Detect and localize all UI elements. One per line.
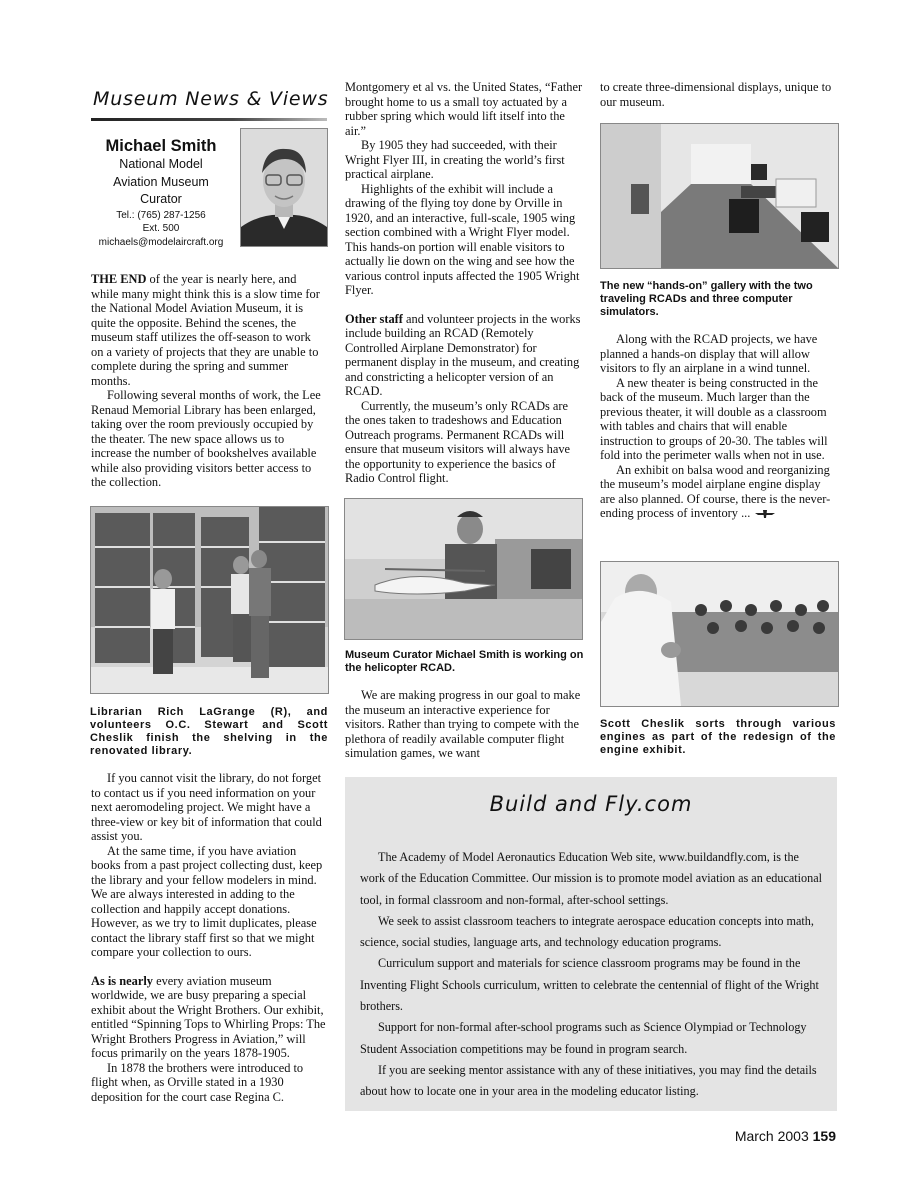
column-1-top (91, 272, 326, 490)
col3-paragraph-4 (600, 463, 837, 521)
col1-paragraph-5 (91, 974, 326, 1061)
col1-p1-lead: THE END (91, 272, 147, 286)
library-caption: Librarian Rich LaGrange (R), and volunteers O.C. Stewart and Scott Cheslik finish the shelving in the renovated library. (90, 706, 328, 757)
page-footer (735, 1128, 836, 1144)
helicopter-illustration (345, 499, 582, 639)
col2-paragraph-2: By 1905 they had succeeded, with their Wright Flyer III, in creating the world’s first practical airplane. (345, 138, 565, 181)
curator-email: michaels@modelaircraft.org (98, 236, 224, 248)
buildfly-text (360, 847, 825, 1103)
gallery-photo (600, 123, 839, 269)
engines-illustration (601, 562, 838, 706)
buildfly-paragraph-2: We seek to assist classroom teachers to integrate aerospace education concepts into math, science, social studies, language arts, and technology education programs. (360, 913, 814, 950)
buildfly-box (345, 777, 837, 1111)
column-3-top (600, 80, 837, 109)
library-illustration (91, 507, 328, 693)
buildfly-paragraph-4: Support for non-formal after-school programs such as Science Olympiad or Technology Student Association competitions may be found in program search. (360, 1020, 807, 1056)
curator-role: Curator (140, 192, 182, 206)
col1-paragraph-3: If you cannot visit the library, do not forget to contact us if you need information on your next aeromodeling project. We might have a three-view or key bit of information that could assist you. (91, 771, 322, 843)
col1-paragraph-6: In 1878 the brothers were introduced to flight when, as Orville stated in a 1930 deposition for the court case Regina C. (91, 1060, 304, 1104)
library-photo (90, 506, 329, 694)
curator-tel: Tel.: (765) 287-1256 (116, 209, 206, 221)
col1-paragraph-1 (91, 272, 326, 388)
col1-paragraph-4: At the same time, if you have aviation books from a past project collecting dust, keep the library and your fellow modelers in mind. We are always interested in adding to the collection and happily accept donations. However, as we try to limit duplicates, please contact the library staff first so that we might compare your collection to ours. (91, 843, 323, 959)
column-2-bottom (345, 688, 583, 761)
col3-paragraph-1: to create three-dimensional displays, unique to our museum. (600, 80, 832, 109)
helicopter-caption: Museum Curator Michael Smith is working on the helicopter RCAD. (345, 649, 584, 674)
col2-paragraph-4 (345, 312, 583, 399)
col2-paragraph-6: We are making progress in our goal to make the museum an interactive experience for visitors. Rather than trying to compete with the plethora of readily available computer flight simulation games, we want (345, 688, 581, 760)
curator-portrait (240, 128, 328, 247)
helicopter-photo (344, 498, 583, 640)
engines-caption: Scott Cheslik sorts through various engines as part of the redesign of the engine exhibit. (600, 718, 836, 756)
page-number: 159 (812, 1128, 836, 1144)
col1-p1-text: of the year is nearly here, and while many might think this is a slow time for the National Model Aviation Museum, it is quite the opposite. Behind the scenes, the museum staff utilizes the off-season to work on a variety of projects that they are unable to complete during the spring and summer months. (91, 272, 320, 388)
buildfly-title: Build and Fly.com (489, 792, 693, 816)
col1-p5-text: every aviation museum worldwide, we are busy preparing a special exhibit about the Wright Brothers. Our exhibit, entitled “Spinning Tops to Whirling Props: The Wright Brothers Progress in Aviation,” will focus primarily on the years 1878-1905. (91, 973, 326, 1060)
curator-org-line1: National Model (119, 157, 203, 171)
col1-p5-lead: As is nearly (91, 973, 153, 988)
column-3-middle (600, 332, 837, 521)
col2-paragraph-5: Currently, the museum’s only RCADs are the ones taken to tradeshows and Education Outreach programs. Permanent RCADs will ensure that museum visitors will always have the opportunity to experience the basics of Radio Control flight. (345, 398, 571, 485)
end-mark-airplane-icon (754, 509, 776, 519)
curator-card (88, 136, 234, 249)
gallery-caption: The new “hands-on” gallery with the two traveling RCADs and three computer simulators. (600, 280, 813, 318)
col3-p4-text: An exhibit on balsa wood and reorganizing the museum’s model airplane engine display are also planned. Of course, there is the never-ending process of inventory ... (600, 462, 831, 520)
buildfly-paragraph-3: Curriculum support and materials for science classroom programs may be found in the Inventing Flight Schools curriculum, written to celebrate the centennial of flight of the Wright brothers. (360, 956, 819, 1014)
col3-paragraph-3: A new theater is being constructed in the back of the museum. Much larger than the previous theater, it will double as a classroom with tables and chairs that will enable instruction to groups of 20-30. The tables will fold into the perimeter walls when not in use. (600, 375, 828, 462)
engines-photo (600, 561, 839, 707)
section-title: Museum News & Views (93, 88, 329, 110)
column-1-bottom (91, 771, 326, 1104)
col2-p4-text: and volunteer projects in the works include building an RCAD (Remotely Controlled Airplane Demonstrator) for permanent display in the museum, and creating and constricting a helicopter version of an RCAD. (345, 311, 581, 398)
col1-paragraph-2: Following several months of work, the Lee Renaud Memorial Library has been enlarged, taking over the room previously occupied by the theater. The new space allows us to increase the number of bookshelves available while also providing visitors better access to the collection. (91, 388, 321, 489)
curator-ext: Ext. 500 (142, 223, 180, 234)
col3-paragraph-2: Along with the RCAD projects, we have planned a hands-on display that will allow visitors to fly an airplane in a wind tunnel. (600, 332, 818, 375)
issue-date: March 2003 (734, 1128, 809, 1144)
section-title-rule (91, 118, 327, 121)
curator-org-line2: Aviation Museum (113, 174, 209, 189)
buildfly-paragraph-1: The Academy of Model Aeronautics Education Web site, www.buildandfly.com, is the work of the Education Committee. Our mission is to promote model aviation as an educational tool, in formal classroom and non-formal, after-school settings. (360, 850, 823, 907)
portrait-illustration (241, 129, 327, 246)
column-2-top (345, 80, 583, 486)
col2-paragraph-1: Montgomery et al vs. the United States, “Father brought home to us a small toy actuated by a rubber spring which would lift itself into the air.” (345, 80, 583, 138)
gallery-illustration (601, 124, 838, 268)
col2-p4-lead: Other staff (345, 311, 403, 326)
col2-paragraph-3: Highlights of the exhibit will include a drawing of the flying toy done by Orville in 1920, and an interactive, full-scale, 1905 wing section combined with a Wright Flyer model. This hands-on portion will enable visitors to actually lie down on the wing and see how the various control inputs affected the 1905 Wright Flyer. (345, 181, 580, 297)
buildfly-paragraph-5: If you are seeking mentor assistance with any of these initiatives, you may find the details about how to locate one in your area in the modeling educator listing. (360, 1062, 817, 1099)
curator-name: Michael Smith (105, 137, 217, 155)
